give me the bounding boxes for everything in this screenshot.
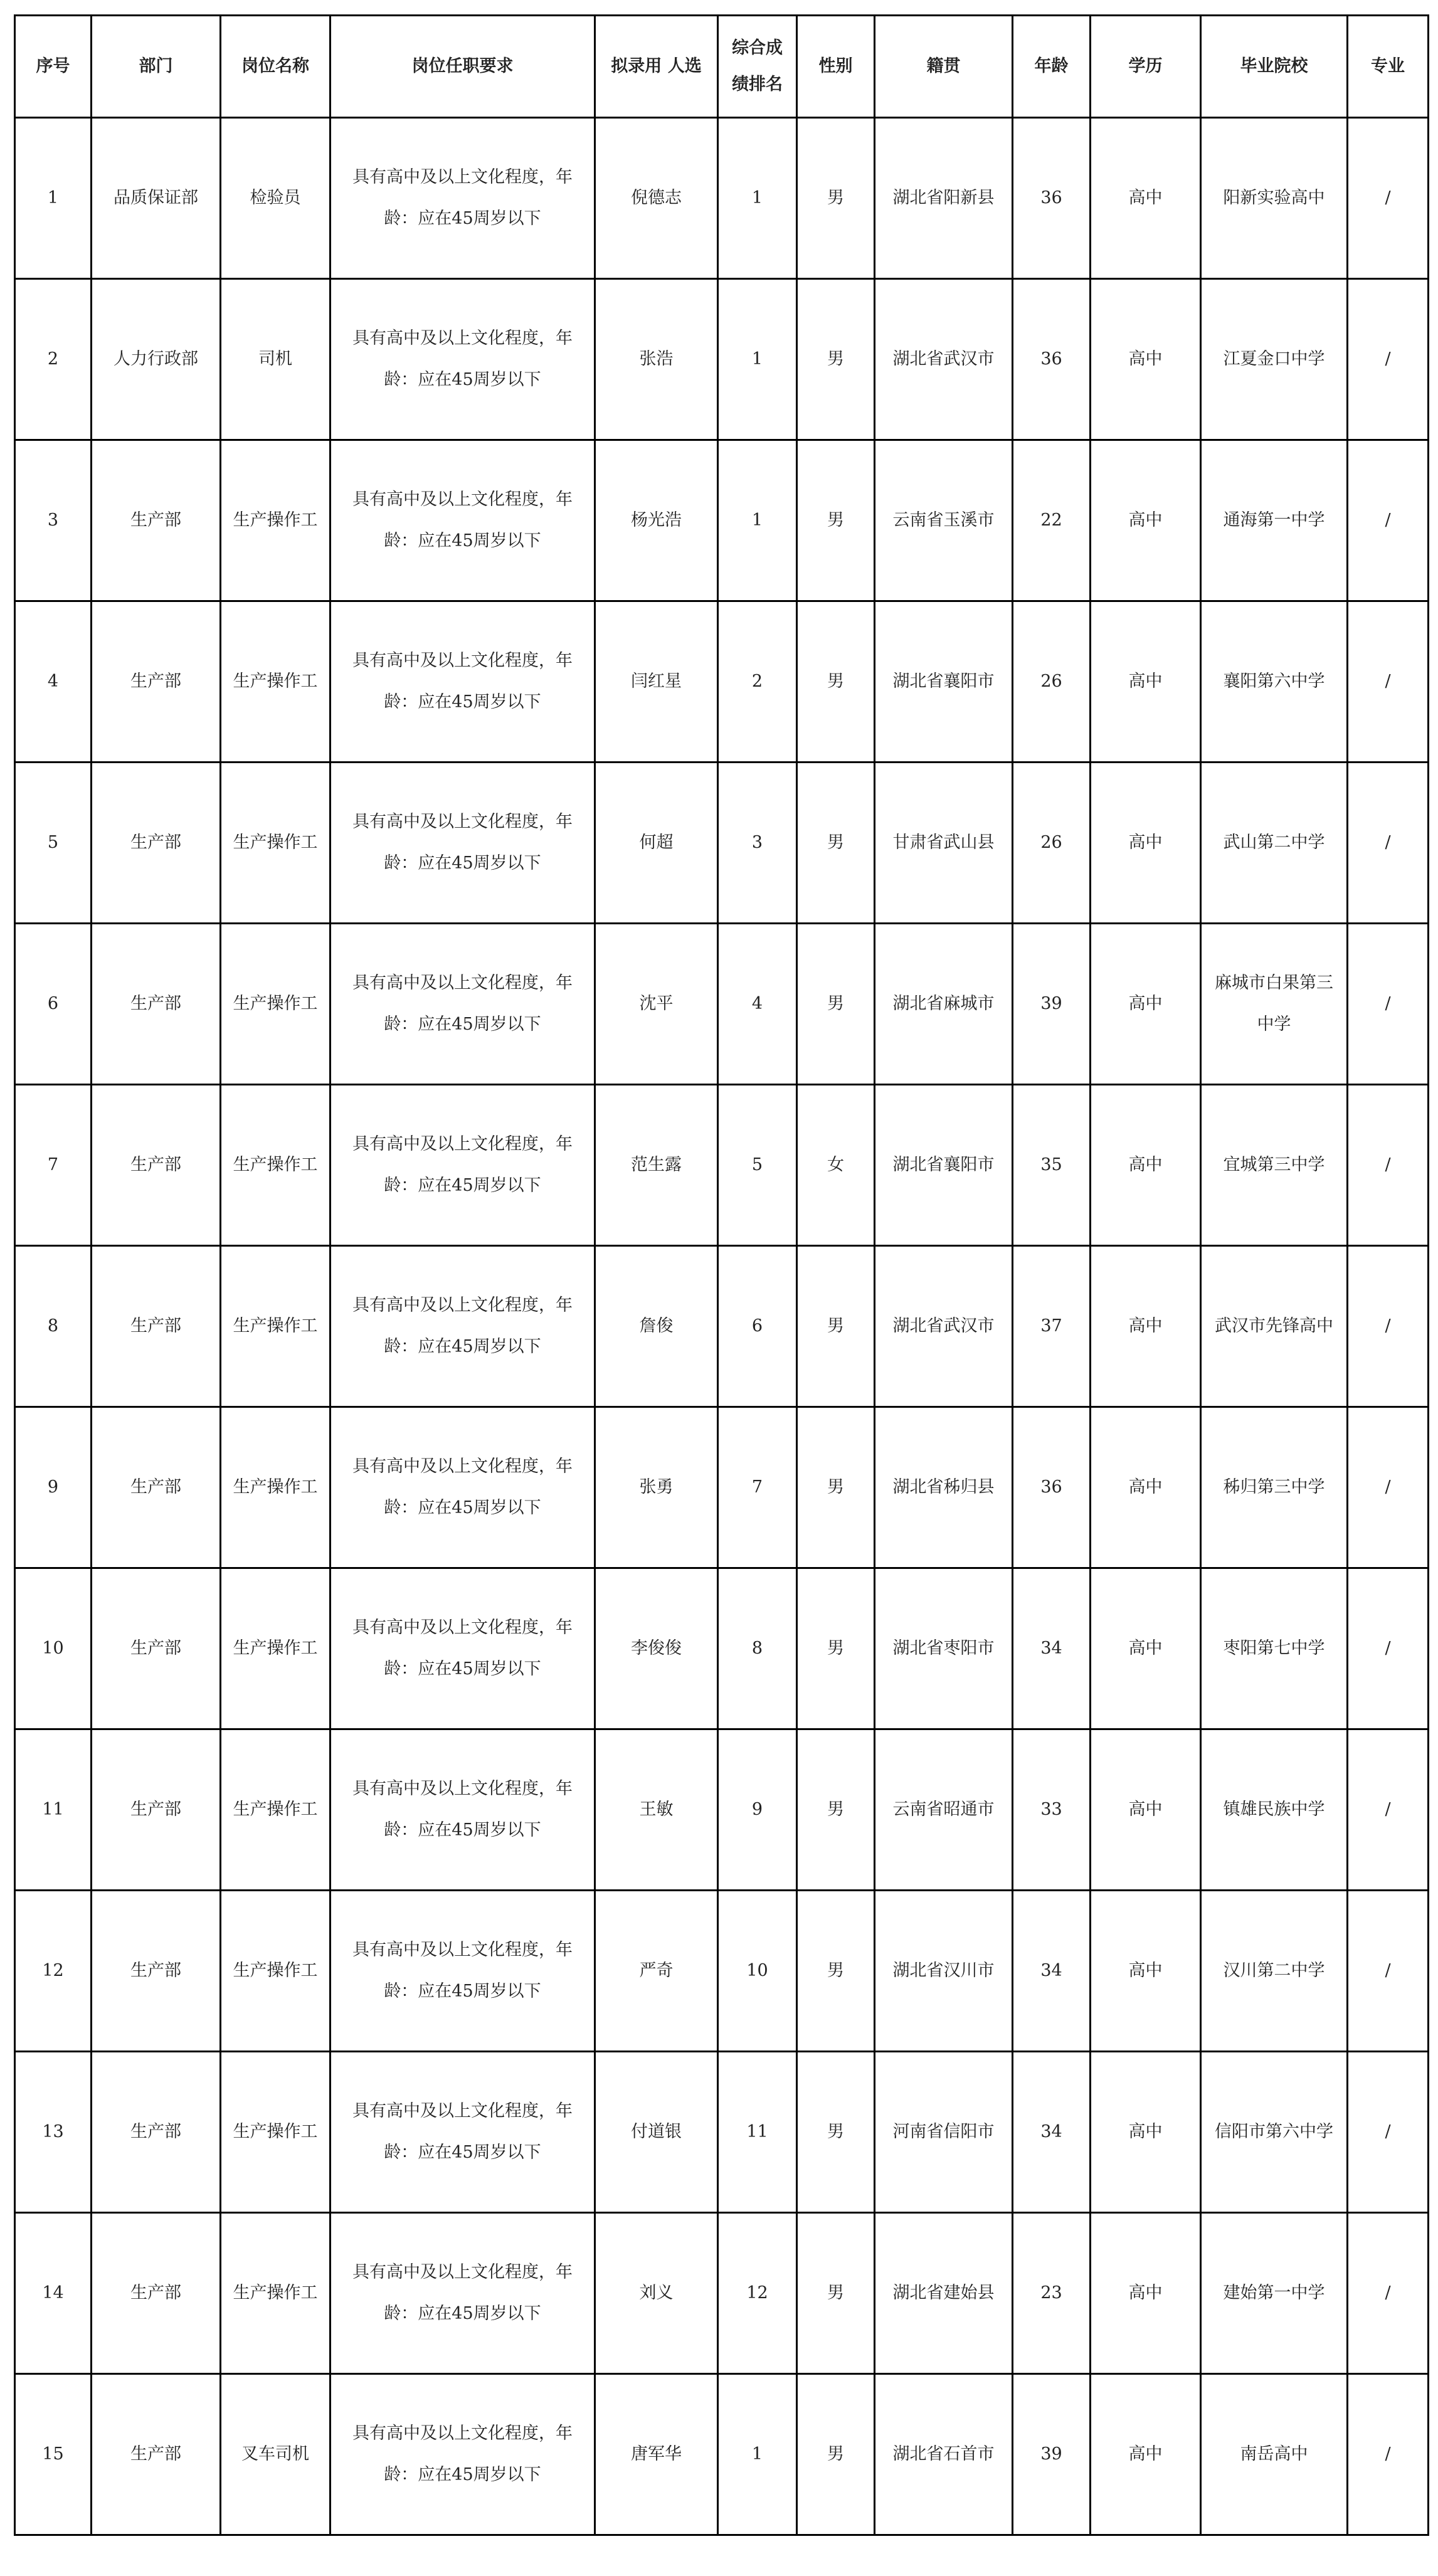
cell-department: 生产部 (92, 1407, 221, 1568)
cell-rank: 11 (718, 2052, 797, 2213)
cell-seq: 4 (15, 601, 92, 763)
cell-education: 高中 (1091, 601, 1201, 763)
cell-major: / (1348, 601, 1429, 763)
cell-department: 生产部 (92, 763, 221, 924)
cell-gender: 男 (797, 2374, 875, 2535)
cell-rank: 4 (718, 924, 797, 1085)
cell-requirements: 具有高中及以上文化程度，年龄：应在45周岁以下 (330, 2213, 595, 2374)
cell-seq: 10 (15, 1568, 92, 1729)
cell-candidate: 沈平 (595, 924, 718, 1085)
cell-school: 江夏金口中学 (1201, 279, 1348, 440)
cell-seq: 1 (15, 118, 92, 279)
table-row (15, 2213, 1429, 2374)
cell-age: 35 (1013, 1085, 1091, 1246)
cell-education: 高中 (1091, 118, 1201, 279)
header-age: 年龄 (1013, 16, 1091, 118)
table-row (15, 2052, 1429, 2213)
cell-education: 高中 (1091, 440, 1201, 601)
cell-gender: 男 (797, 1407, 875, 1568)
cell-origin: 甘肃省武山县 (875, 763, 1013, 924)
cell-position: 生产操作工 (221, 601, 330, 763)
cell-department: 生产部 (92, 924, 221, 1085)
cell-major: / (1348, 1891, 1429, 2052)
cell-school: 武山第二中学 (1201, 763, 1348, 924)
cell-department: 生产部 (92, 1246, 221, 1407)
cell-seq: 6 (15, 924, 92, 1085)
cell-origin: 云南省昭通市 (875, 1729, 1013, 1891)
cell-requirements: 具有高中及以上文化程度，年龄：应在45周岁以下 (330, 924, 595, 1085)
cell-department: 人力行政部 (92, 279, 221, 440)
cell-candidate: 付道银 (595, 2052, 718, 2213)
table-row (15, 440, 1429, 601)
header-education: 学历 (1091, 16, 1201, 118)
cell-seq: 8 (15, 1246, 92, 1407)
cell-major: / (1348, 1085, 1429, 1246)
table-row (15, 1729, 1429, 1891)
cell-gender: 男 (797, 279, 875, 440)
cell-major: / (1348, 2374, 1429, 2535)
table-row (15, 2374, 1429, 2535)
cell-age: 22 (1013, 440, 1091, 601)
table-row (15, 1246, 1429, 1407)
cell-rank: 10 (718, 1891, 797, 2052)
cell-requirements: 具有高中及以上文化程度，年龄：应在45周岁以下 (330, 2374, 595, 2535)
cell-origin: 湖北省汉川市 (875, 1891, 1013, 2052)
cell-origin: 云南省玉溪市 (875, 440, 1013, 601)
cell-position: 生产操作工 (221, 440, 330, 601)
cell-rank: 7 (718, 1407, 797, 1568)
header-department: 部门 (92, 16, 221, 118)
cell-major: / (1348, 2052, 1429, 2213)
cell-requirements: 具有高中及以上文化程度，年龄：应在45周岁以下 (330, 1568, 595, 1729)
header-school: 毕业院校 (1201, 16, 1348, 118)
cell-requirements: 具有高中及以上文化程度，年龄：应在45周岁以下 (330, 1246, 595, 1407)
cell-position: 司机 (221, 279, 330, 440)
cell-rank: 6 (718, 1246, 797, 1407)
cell-gender: 男 (797, 2213, 875, 2374)
cell-school: 通海第一中学 (1201, 440, 1348, 601)
cell-education: 高中 (1091, 2374, 1201, 2535)
cell-seq: 12 (15, 1891, 92, 2052)
cell-seq: 7 (15, 1085, 92, 1246)
cell-education: 高中 (1091, 763, 1201, 924)
cell-major: / (1348, 118, 1429, 279)
header-candidate: 拟录用 人选 (595, 16, 718, 118)
cell-position: 生产操作工 (221, 1407, 330, 1568)
cell-candidate: 严奇 (595, 1891, 718, 2052)
cell-requirements: 具有高中及以上文化程度，年龄：应在45周岁以下 (330, 763, 595, 924)
cell-rank: 2 (718, 601, 797, 763)
cell-origin: 湖北省武汉市 (875, 279, 1013, 440)
cell-origin: 湖北省襄阳市 (875, 1085, 1013, 1246)
cell-candidate: 刘义 (595, 2213, 718, 2374)
cell-department: 生产部 (92, 440, 221, 601)
cell-major: / (1348, 1407, 1429, 1568)
cell-candidate: 何超 (595, 763, 718, 924)
cell-school: 武汉市先锋高中 (1201, 1246, 1348, 1407)
table-row (15, 118, 1429, 279)
cell-gender: 男 (797, 440, 875, 601)
cell-department: 生产部 (92, 601, 221, 763)
cell-gender: 男 (797, 1568, 875, 1729)
cell-major: / (1348, 1568, 1429, 1729)
cell-position: 生产操作工 (221, 1729, 330, 1891)
cell-requirements: 具有高中及以上文化程度，年龄：应在45周岁以下 (330, 1085, 595, 1246)
cell-position: 生产操作工 (221, 2052, 330, 2213)
cell-department: 生产部 (92, 2213, 221, 2374)
cell-requirements: 具有高中及以上文化程度，年龄：应在45周岁以下 (330, 1407, 595, 1568)
cell-age: 23 (1013, 2213, 1091, 2374)
cell-seq: 11 (15, 1729, 92, 1891)
cell-candidate: 倪德志 (595, 118, 718, 279)
cell-seq: 15 (15, 2374, 92, 2535)
cell-rank: 3 (718, 763, 797, 924)
cell-age: 36 (1013, 118, 1091, 279)
cell-school: 汉川第二中学 (1201, 1891, 1348, 2052)
cell-seq: 9 (15, 1407, 92, 1568)
cell-requirements: 具有高中及以上文化程度，年龄：应在45周岁以下 (330, 279, 595, 440)
cell-position: 生产操作工 (221, 1891, 330, 2052)
header-requirements: 岗位任职要求 (330, 16, 595, 118)
cell-origin: 湖北省麻城市 (875, 924, 1013, 1085)
cell-department: 生产部 (92, 1085, 221, 1246)
header-rank: 综合成绩排名 (718, 16, 797, 118)
cell-position: 检验员 (221, 118, 330, 279)
cell-age: 39 (1013, 924, 1091, 1085)
cell-candidate: 范生露 (595, 1085, 718, 1246)
cell-rank: 5 (718, 1085, 797, 1246)
cell-education: 高中 (1091, 2213, 1201, 2374)
cell-department: 生产部 (92, 2052, 221, 2213)
cell-candidate: 唐军华 (595, 2374, 718, 2535)
cell-gender: 男 (797, 1246, 875, 1407)
header-origin: 籍贯 (875, 16, 1013, 118)
cell-major: / (1348, 1246, 1429, 1407)
cell-school: 信阳市第六中学 (1201, 2052, 1348, 2213)
cell-rank: 1 (718, 440, 797, 601)
cell-age: 26 (1013, 763, 1091, 924)
cell-origin: 湖北省石首市 (875, 2374, 1013, 2535)
table-row (15, 763, 1429, 924)
cell-school: 襄阳第六中学 (1201, 601, 1348, 763)
header-major: 专业 (1348, 16, 1429, 118)
cell-gender: 女 (797, 1085, 875, 1246)
cell-position: 生产操作工 (221, 924, 330, 1085)
cell-position: 叉车司机 (221, 2374, 330, 2535)
cell-rank: 1 (718, 118, 797, 279)
cell-age: 34 (1013, 2052, 1091, 2213)
cell-position: 生产操作工 (221, 1568, 330, 1729)
cell-requirements: 具有高中及以上文化程度，年龄：应在45周岁以下 (330, 440, 595, 601)
cell-gender: 男 (797, 1729, 875, 1891)
cell-seq: 14 (15, 2213, 92, 2374)
cell-major: / (1348, 1729, 1429, 1891)
table-row (15, 279, 1429, 440)
cell-school: 宜城第三中学 (1201, 1085, 1348, 1246)
header-gender: 性别 (797, 16, 875, 118)
cell-school: 秭归第三中学 (1201, 1407, 1348, 1568)
cell-major: / (1348, 279, 1429, 440)
cell-origin: 河南省信阳市 (875, 2052, 1013, 2213)
cell-requirements: 具有高中及以上文化程度，年龄：应在45周岁以下 (330, 601, 595, 763)
header-seq: 序号 (15, 16, 92, 118)
cell-education: 高中 (1091, 2052, 1201, 2213)
cell-requirements: 具有高中及以上文化程度，年龄：应在45周岁以下 (330, 118, 595, 279)
cell-origin: 湖北省建始县 (875, 2213, 1013, 2374)
table-row (15, 1568, 1429, 1729)
cell-education: 高中 (1091, 1085, 1201, 1246)
cell-seq: 3 (15, 440, 92, 601)
cell-school: 麻城市白果第三中学 (1201, 924, 1348, 1085)
cell-education: 高中 (1091, 1246, 1201, 1407)
cell-age: 26 (1013, 601, 1091, 763)
cell-candidate: 王敏 (595, 1729, 718, 1891)
cell-major: / (1348, 763, 1429, 924)
cell-education: 高中 (1091, 1729, 1201, 1891)
cell-rank: 1 (718, 279, 797, 440)
cell-seq: 5 (15, 763, 92, 924)
table-row (15, 1407, 1429, 1568)
cell-seq: 2 (15, 279, 92, 440)
cell-rank: 1 (718, 2374, 797, 2535)
cell-gender: 男 (797, 2052, 875, 2213)
cell-education: 高中 (1091, 279, 1201, 440)
cell-education: 高中 (1091, 1407, 1201, 1568)
cell-department: 生产部 (92, 1729, 221, 1891)
cell-rank: 8 (718, 1568, 797, 1729)
cell-major: / (1348, 2213, 1429, 2374)
cell-education: 高中 (1091, 1891, 1201, 2052)
table-row (15, 1085, 1429, 1246)
table-header-row (15, 16, 1429, 118)
cell-department: 品质保证部 (92, 118, 221, 279)
cell-gender: 男 (797, 1891, 875, 2052)
cell-candidate: 张勇 (595, 1407, 718, 1568)
cell-requirements: 具有高中及以上文化程度，年龄：应在45周岁以下 (330, 1729, 595, 1891)
cell-age: 36 (1013, 279, 1091, 440)
cell-age: 37 (1013, 1246, 1091, 1407)
table-row (15, 924, 1429, 1085)
cell-gender: 男 (797, 601, 875, 763)
cell-school: 建始第一中学 (1201, 2213, 1348, 2374)
cell-gender: 男 (797, 763, 875, 924)
header-position: 岗位名称 (221, 16, 330, 118)
cell-education: 高中 (1091, 924, 1201, 1085)
cell-requirements: 具有高中及以上文化程度，年龄：应在45周岁以下 (330, 1891, 595, 2052)
cell-seq: 13 (15, 2052, 92, 2213)
cell-department: 生产部 (92, 2374, 221, 2535)
cell-candidate: 闫红星 (595, 601, 718, 763)
cell-age: 34 (1013, 1891, 1091, 2052)
table-row (15, 601, 1429, 763)
cell-candidate: 张浩 (595, 279, 718, 440)
cell-gender: 男 (797, 118, 875, 279)
cell-school: 镇雄民族中学 (1201, 1729, 1348, 1891)
cell-rank: 9 (718, 1729, 797, 1891)
cell-position: 生产操作工 (221, 763, 330, 924)
cell-department: 生产部 (92, 1568, 221, 1729)
cell-origin: 湖北省襄阳市 (875, 601, 1013, 763)
cell-position: 生产操作工 (221, 2213, 330, 2374)
cell-requirements: 具有高中及以上文化程度，年龄：应在45周岁以下 (330, 2052, 595, 2213)
cell-gender: 男 (797, 924, 875, 1085)
cell-major: / (1348, 440, 1429, 601)
cell-rank: 12 (718, 2213, 797, 2374)
table-row (15, 1891, 1429, 2052)
cell-education: 高中 (1091, 1568, 1201, 1729)
cell-candidate: 杨光浩 (595, 440, 718, 601)
cell-candidate: 李俊俊 (595, 1568, 718, 1729)
cell-origin: 湖北省枣阳市 (875, 1568, 1013, 1729)
cell-age: 39 (1013, 2374, 1091, 2535)
cell-age: 33 (1013, 1729, 1091, 1891)
cell-department: 生产部 (92, 1891, 221, 2052)
cell-position: 生产操作工 (221, 1246, 330, 1407)
cell-origin: 湖北省阳新县 (875, 118, 1013, 279)
cell-school: 枣阳第七中学 (1201, 1568, 1348, 1729)
cell-origin: 湖北省武汉市 (875, 1246, 1013, 1407)
cell-position: 生产操作工 (221, 1085, 330, 1246)
cell-age: 34 (1013, 1568, 1091, 1729)
cell-candidate: 詹俊 (595, 1246, 718, 1407)
candidate-table (14, 14, 1429, 2536)
cell-major: / (1348, 924, 1429, 1085)
cell-school: 南岳高中 (1201, 2374, 1348, 2535)
cell-school: 阳新实验高中 (1201, 118, 1348, 279)
cell-origin: 湖北省秭归县 (875, 1407, 1013, 1568)
cell-age: 36 (1013, 1407, 1091, 1568)
